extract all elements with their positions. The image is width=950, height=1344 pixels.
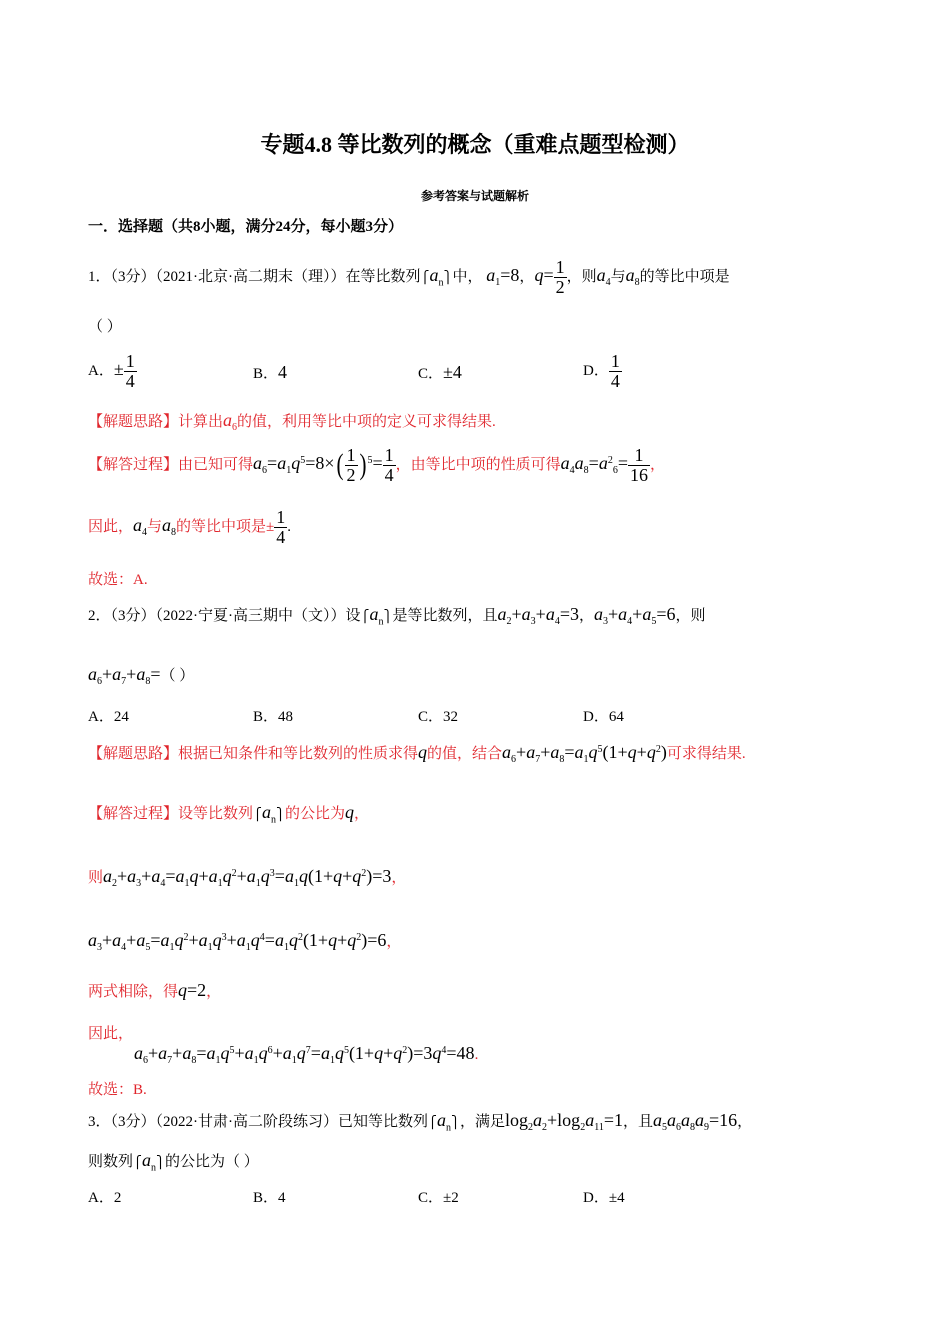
q3-mid: ，满足 [460, 1114, 506, 1130]
page-subtitle: 参考答案与试题解析 [420, 189, 529, 203]
q1-process-text2: ，由等比中项的性质可得 [395, 456, 561, 473]
q1-option-d: D． $\frac{1}{4}$ [583, 351, 620, 391]
q1-conclusion-end: 的等比中项是± [176, 518, 275, 535]
q2-blank: （ ） [160, 668, 195, 684]
q2-mid: 是等比数列，且 [392, 608, 498, 624]
q1-blank: （ ） [88, 319, 122, 335]
q2-option-c: C．32 [418, 709, 459, 725]
q1-process-text1: 由已知可得 [178, 456, 254, 473]
question-2-stem: 2．（3分）（2022·宁夏·高三期中（文））设$⎧a_n⎫$是等比数列，且$a_2+a_3+a_4=3$，$a_3+a_4+a_5=6$，则 [88, 604, 706, 628]
q2-process-label: 【解答过程】 [88, 806, 179, 822]
q3-prefix: 3．（3分）（2022·甘肃·高二阶段练习）已知等比数列 [88, 1114, 428, 1130]
q2-idea: 【解题思路】根据已知条件和等比数列的性质求得q的值，结合$a_6+a_7+a_8=a_1q^5(1+q+q^2)$可求得结果. [88, 742, 746, 765]
q2-hence: 因此， $a_6+a_7+a_8=a_1q^5+a_1q^6+a_1q^7=a_1q^5(1+q+q^2)=3q^4=48$. [88, 1026, 479, 1066]
q2-idea-label: 【解题思路】 [88, 746, 179, 762]
q3-option-d: D．±4 [583, 1190, 625, 1206]
q1-answer: 故选：A. [88, 572, 148, 588]
q1-mid: 中， [452, 268, 483, 285]
q3-line2-end: 的公比为（ ） [165, 1154, 259, 1170]
q2-idea-text2: 的值，结合 [427, 746, 503, 762]
q2-process: 【解答过程】设等比数列$⎧a_n⎫$的公比为q， [88, 802, 370, 826]
q2-idea-text3: 可求得结果. [666, 746, 746, 762]
question-3-stem: 3．（3分）（2022·甘肃·高二阶段练习）已知等比数列$⎧a_n⎫$，满足$\log_2a_2+\log_2a_{11}=1$，且$a_5a_6a_8a_9=16$， [88, 1110, 753, 1134]
question-1-stem: 1．（3分）（2021·北京·高二期末（理））在等比数列$⎧a_n⎫$中， $a_1=8$，q= $\frac{1}{2}$ ，则$a_4$与$a_8$的等比中项是 [88, 257, 730, 297]
q3-option-c: C．±2 [418, 1190, 459, 1206]
q2-equation-2: $a_3+a_4+a_5=a_1q^2+a_1q^3+a_1q^4=a_1q^2(1+q+q^2)=6$， [88, 930, 402, 953]
q2-then-label: 则 [88, 870, 104, 886]
q2-divide: 两式相除，得q=2， [88, 980, 222, 1000]
q1-conclusion: 因此，$a_4$与$a_8$的等比中项是± $\frac{1}{4}$ . [88, 507, 292, 547]
q3-line2: 则数列$⎧a_n⎫$的公比为（ ） [88, 1150, 259, 1174]
q1-process: 【解答过程】由已知可得$a_6=a_1q^5=8\times$( $\frac{1}{2}$ ) $^5$= $\frac{1}{4}$ ，由等比中项的性质可得$a_4a_8=a^2_6=$ $\frac{1}{16}$ ， [88, 445, 665, 485]
q1-idea-label: 【解题思路】 [88, 414, 179, 430]
q2-option-b: B．48 [253, 709, 294, 725]
q2-line2: $a_6+a_7+a_8=$（ ） [88, 664, 195, 687]
q2-idea-text1: 根据已知条件和等比数列的性质求得 [178, 746, 419, 762]
q2-option-a: A．24 [88, 709, 129, 725]
q1-process-label: 【解答过程】 [88, 456, 179, 473]
q3-line2-prefix: 则数列 [88, 1154, 134, 1170]
q3-option-a: A．2 [88, 1190, 122, 1206]
section-heading: 一．选择题（共8小题，满分24分，每小题3分） [88, 219, 404, 235]
q2-process-text2: 的公比为 [285, 806, 346, 822]
q1-idea: 【解题思路】计算出$a_6$的值，利用等比中项的定义可求得结果. [88, 410, 496, 433]
q1-option-a: A．± $\frac{1}{4}$ [88, 351, 135, 391]
q1-option-b: B．4 [253, 362, 288, 382]
q2-process-text: 设等比数列 [178, 806, 254, 822]
q2-end: ，则 [675, 608, 706, 624]
q1-prefix: 1．（3分）（2021·北京·高二期末（理））在等比数列 [88, 268, 421, 285]
q2-option-d: D．64 [583, 709, 624, 725]
q2-then: 则$a_2+a_3+a_4=a_1q+a_1q^2+a_1q^3=a_1q(1+q+q^2)=3$， [88, 866, 407, 889]
q2-hence-label: 因此， [88, 1026, 134, 1042]
q1-option-c: C．±4 [418, 362, 462, 382]
q3-mid2: ，且 [622, 1114, 653, 1130]
q1-conclusion-mid: 与 [147, 518, 163, 535]
page-title: 专题4.8 等比数列的概念（重难点题型检测） [260, 132, 690, 157]
q2-answer: 故选：B. [88, 1082, 147, 1098]
q2-prefix: 2．（3分）（2022·宁夏·高三期中（文））设 [88, 608, 361, 624]
q1-conclusion-prefix: 因此， [88, 518, 134, 535]
q2-divide-label: 两式相除，得 [88, 984, 179, 1000]
q3-option-b: B．4 [253, 1190, 286, 1206]
